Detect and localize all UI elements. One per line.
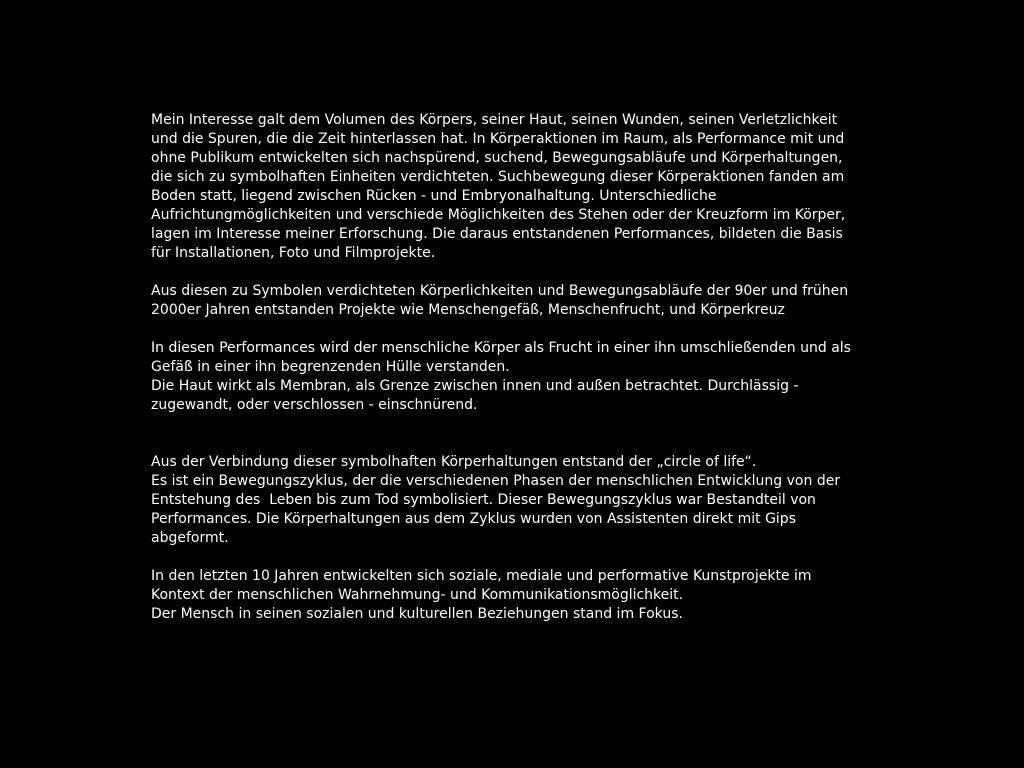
text-line: Der Mensch in seinen sozialen und kulturellen Beziehungen stand im Fokus.: [151, 606, 683, 622]
text-line: Gefäß in einer ihn begrenzenden Hülle verstanden.: [151, 359, 510, 375]
text-line: lagen im Interesse meiner Erforschung. Die daraus entstandenen Performances, bildeten die Basis: [151, 226, 843, 242]
paragraph-2: [151, 282, 876, 320]
text-line: Aufrichtungmöglichkeiten und verschiede Möglichkeiten des Stehen oder der Kreuzform im Körper,: [151, 207, 846, 223]
paragraph-spacer: [151, 320, 876, 339]
text-line: Boden statt, liegend zwischen Rücken - und Embryonalhaltung. Unterschiedliche: [151, 188, 717, 204]
text-line: 2000er Jahren entstanden Projekte wie Menschengefäß, Menschenfrucht, und Körperkreuz: [151, 302, 785, 318]
text-line: In den letzten 10 Jahren entwickelten sich soziale, mediale und performative Kunstprojekte im: [151, 568, 812, 584]
paragraph-1: [151, 111, 876, 263]
paragraph-spacer: [151, 548, 876, 567]
text-line: abgeformt.: [151, 530, 229, 546]
text-line: Performances. Die Körperhaltungen aus dem Zyklus wurden von Assistenten direkt mit Gips: [151, 511, 796, 527]
paragraph-spacer: [151, 263, 876, 282]
paragraph-5: [151, 567, 876, 624]
text-line: für Installationen, Foto und Filmprojekte.: [151, 245, 436, 261]
text-line: Entstehung des Leben bis zum Tod symbolisiert. Dieser Bewegungszyklus war Bestandteil von: [151, 492, 816, 508]
text-line: die sich zu symbolhaften Einheiten verdichteten. Suchbewegung dieser Körperaktionen fanden am: [151, 169, 845, 185]
text-line: Mein Interesse galt dem Volumen des Körpers, seiner Haut, seinen Wunden, seinen Verletzlichkeit: [151, 112, 838, 128]
paragraph-3: [151, 339, 876, 415]
paragraph-4: [151, 453, 876, 548]
text-line: ohne Publikum entwickelten sich nachspürend, suchend, Bewegungsabläufe und Körperhaltungen,: [151, 150, 843, 166]
paragraph-spacer: [151, 415, 876, 453]
text-line: zugewandt, oder verschlossen - einschnürend.: [151, 397, 478, 413]
text-line: Aus diesen zu Symbolen verdichteten Körperlichkeiten und Bewegungsabläufe der 90er und frühen: [151, 283, 849, 299]
text-line: Kontext der menschlichen Wahrnehmung- und Kommunikationsmöglichkeit.: [151, 587, 684, 603]
text-line: Aus der Verbindung dieser symbolhaften Körperhaltungen entstand der „circle of life“.: [151, 454, 757, 470]
text-line: Es ist ein Bewegungszyklus, der die verschiedenen Phasen der menschlichen Entwicklung von der: [151, 473, 841, 489]
artist-statement-text: [151, 111, 876, 624]
text-line: In diesen Performances wird der menschliche Körper als Frucht in einer ihn umschließenden und als: [151, 340, 851, 356]
text-line: und die Spuren, die die Zeit hinterlassen hat. In Körperaktionen im Raum, als Performance mit und: [151, 131, 845, 147]
text-line: Die Haut wirkt als Membran, als Grenze zwischen innen und außen betrachtet. Durchlässig -: [151, 378, 799, 394]
